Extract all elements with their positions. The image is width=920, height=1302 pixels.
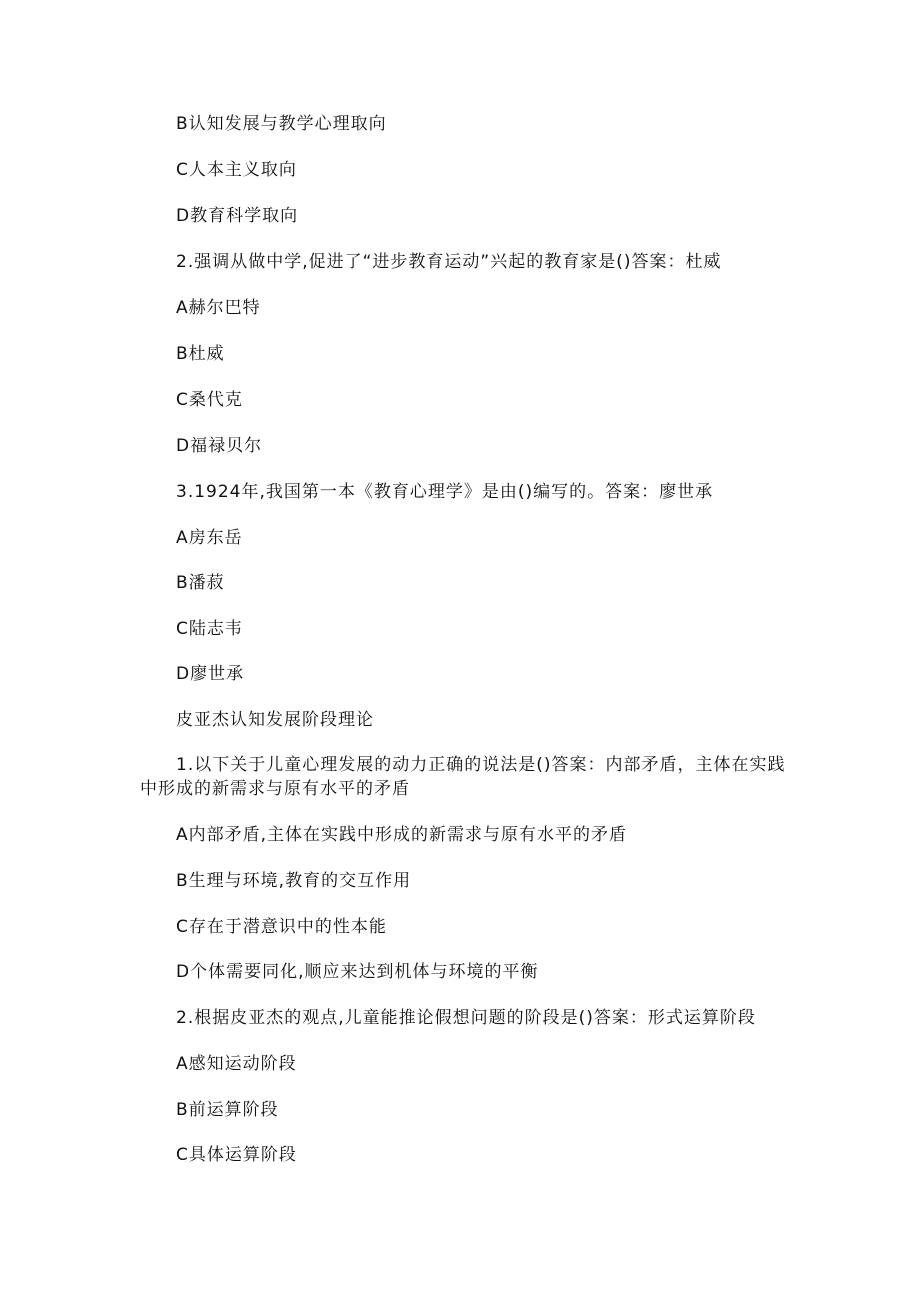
question-text: 1.以下关于儿童心理发展的动力正确的说法是()答案：内部矛盾，主体在实践中形成的新需求与原有水平的矛盾 [140,755,786,799]
option-text: C存在于潜意识中的性本能 [176,917,387,937]
option-text: B杜威 [176,344,225,364]
option-text: A感知运动阶段 [176,1054,297,1074]
option-text: B生理与环境,教育的交互作用 [176,871,412,891]
section-heading: 皮亚杰认知发展阶段理论 [176,710,374,730]
option-text: B潘菽 [176,573,225,593]
option-text: D廖世承 [176,664,245,684]
option-text: D教育科学取向 [176,206,299,226]
option-text: A房东岳 [176,528,243,548]
question-text: 3.1924年,我国第一本《教育心理学》是由()编写的。答案：廖世承 [176,482,714,502]
option-text: C陆志韦 [176,619,243,639]
question-text: 2.根据皮亚杰的观点,儿童能推论假想问题的阶段是()答案：形式运算阶段 [176,1008,756,1028]
option-text: C人本主义取向 [176,160,297,180]
option-text: C具体运算阶段 [176,1145,297,1165]
option-text: C桑代克 [176,390,243,410]
option-text: A赫尔巴特 [176,298,261,318]
option-text: B认知发展与教学心理取向 [176,114,387,134]
option-text: B前运算阶段 [176,1100,279,1120]
option-text: D福禄贝尔 [176,436,263,456]
option-text: D个体需要同化,顺应来达到机体与环境的平衡 [176,962,539,982]
question-text: 2.强调从做中学,促进了“进步教育运动”兴起的教育家是()答案：杜威 [176,252,722,272]
option-text: A内部矛盾,主体在实践中形成的新需求与原有水平的矛盾 [176,825,628,845]
